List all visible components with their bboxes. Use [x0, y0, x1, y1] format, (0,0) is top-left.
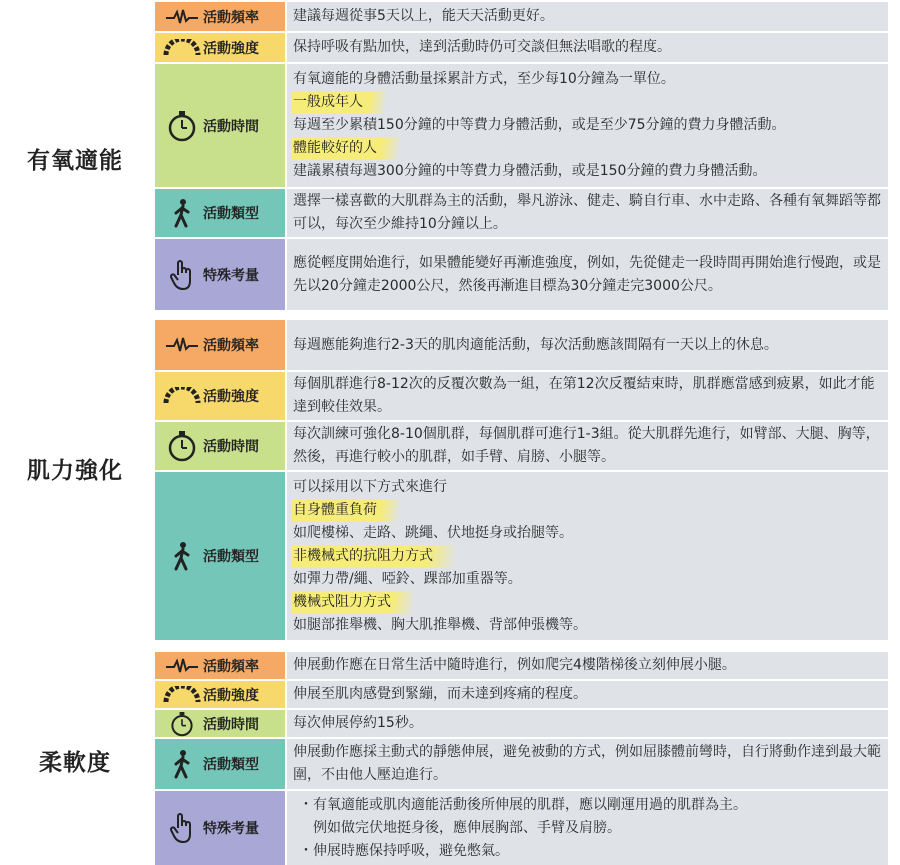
pulse-icon: [161, 658, 203, 674]
walking-person-icon: [161, 198, 203, 228]
aerobic-type-text: 選擇一樣喜歡的大肌群為主的活動，舉凡游泳、健走、騎自行車、水中走路、各種有氧舞蹈等都可以，每次至少維持10分鐘以上。: [285, 187, 888, 237]
strength-label-frequency: 活動頻率: [155, 318, 285, 370]
stopwatch-icon: [161, 711, 203, 737]
aerobic-row-frequency: [155, 0, 888, 31]
stopwatch-icon: [161, 110, 203, 142]
pulse-icon: [161, 337, 203, 353]
walking-person-icon: [161, 541, 203, 571]
aerobic-label-duration: 活動時間: [155, 62, 285, 187]
highlight-non-machine: 非機械式的抗阻力方式: [291, 545, 455, 568]
flexibility-label-type: 活動類型: [155, 737, 285, 789]
strength-row-intensity: [155, 370, 888, 420]
flexibility-label-duration: 活動時間: [155, 708, 285, 737]
aerobic-label-type: 活動類型: [155, 187, 285, 237]
hand-icon: [161, 812, 203, 844]
flexibility-label-intensity: 活動強度: [155, 679, 285, 708]
flexibility-frequency-text: 伸展動作應在日常生活中隨時進行，例如爬完4樓階梯後立刻伸展小腿。: [285, 650, 888, 679]
flexibility-row-intensity: [155, 679, 888, 708]
strength-type-text: 可以採用以下方式來進行 自身體重負荷 如爬樓梯、走路、跳繩、伏地挺身或抬腿等。 非機械式的抗阻力方式 如彈力帶/繩、啞鈴、踝部加重器等。 機械式阻力方式 如腿部推舉機、胸大肌推舉機、背部伸張機等。: [285, 470, 888, 640]
strength-label-intensity: 活動強度: [155, 370, 285, 420]
walking-person-icon: [161, 749, 203, 779]
flexibility-row-frequency: [155, 650, 888, 679]
flexibility-special-bullet-2: ・伸展時應保持呼吸，避免憋氣。: [299, 842, 509, 859]
section-title-strength: 肌力強化: [27, 458, 123, 484]
section-title-aerobic: 有氧適能: [27, 148, 123, 174]
gauge-icon: [161, 686, 203, 704]
flexibility-special-bullet-1: ・有氧適能或肌肉適能活動後所伸展的肌群，應以剛運用過的肌群為主。 例如做完伏地挺身後，應伸展胸部、手臂及肩膀。: [299, 796, 747, 836]
strength-row-frequency: [155, 318, 888, 370]
highlight-machine: 機械式阻力方式: [291, 591, 413, 614]
highlight-fit-person: 體能較好的人: [291, 137, 399, 160]
pulse-icon: [161, 9, 203, 25]
flexibility-label-frequency: 活動頻率: [155, 650, 285, 679]
aerobic-label-frequency: 活動頻率: [155, 0, 285, 31]
flexibility-intensity-text: 伸展至肌肉感覺到緊繃，而未達到疼痛的程度。: [285, 679, 888, 708]
aerobic-row-special: [155, 237, 888, 310]
aerobic-special-text: 應從輕度開始進行，如果體能變好再漸進強度，例如，先從健走一段時間再開始進行慢跑，或是先以20分鐘走2000公尺，然後再漸進目標為30分鐘走完3000公尺。: [285, 237, 888, 310]
aerobic-label-special: 特殊考量: [155, 237, 285, 310]
flexibility-type-text: 伸展動作應採主動式的靜態伸展，避免被動的方式，例如屈膝體前彎時，自行將動作達到最大範圍，不由他人壓迫進行。: [285, 737, 888, 789]
strength-frequency-text: 每週應能夠進行2-3天的肌肉適能活動，每次活動應該間隔有一天以上的休息。: [285, 318, 888, 370]
aerobic-label-intensity: 活動強度: [155, 31, 285, 62]
gauge-icon: [161, 387, 203, 405]
flexibility-row-special: [155, 789, 888, 865]
aerobic-row-intensity: [155, 31, 888, 62]
flexibility-duration-text: 每次伸展停約15秒。: [285, 708, 888, 737]
strength-row-duration: [155, 420, 888, 470]
aerobic-intensity-text: 保持呼吸有點加快，達到活動時仍可交談但無法唱歌的程度。: [285, 31, 888, 62]
highlight-bodyweight: 自身體重負荷: [291, 499, 399, 522]
strength-duration-text: 每次訓練可強化8-10個肌群，每個肌群可進行1-3組。從大肌群先進行，如臂部、大腿、胸等，然後，再進行較小的肌群，如手臂、肩膀、小腿等。: [285, 420, 888, 470]
highlight-general-adult: 一般成年人: [291, 91, 385, 114]
flexibility-row-type: [155, 737, 888, 789]
strength-label-type: 活動類型: [155, 470, 285, 640]
aerobic-row-duration: [155, 62, 888, 187]
section-title-flexibility: 柔軟度: [39, 750, 111, 776]
gauge-icon: [161, 39, 203, 57]
aerobic-row-type: [155, 187, 888, 237]
flexibility-special-text: [285, 789, 888, 865]
strength-intensity-text: 每個肌群進行8-12次的反覆次數為一組，在第12次反覆結束時，肌群應當感到疲累，如此才能達到較佳效果。: [285, 370, 888, 420]
strength-label-duration: 活動時間: [155, 420, 285, 470]
hand-icon: [161, 259, 203, 291]
aerobic-frequency-text: 建議每週從事5天以上，能天天活動更好。: [285, 0, 888, 31]
stopwatch-icon: [161, 430, 203, 462]
flexibility-label-special: 特殊考量: [155, 789, 285, 865]
strength-row-type: [155, 470, 888, 640]
aerobic-duration-text: 有氧適能的身體活動量採累計方式，至少每10分鐘為一單位。 一般成年人 每週至少累積150分鐘的中等費力身體活動，或是至少75分鐘的費力身體活動。 體能較好的人 建議累積每週300分鐘的中等費力身體活動，或是150分鐘的費力身體活動。: [285, 62, 888, 187]
flexibility-row-duration: [155, 708, 888, 737]
